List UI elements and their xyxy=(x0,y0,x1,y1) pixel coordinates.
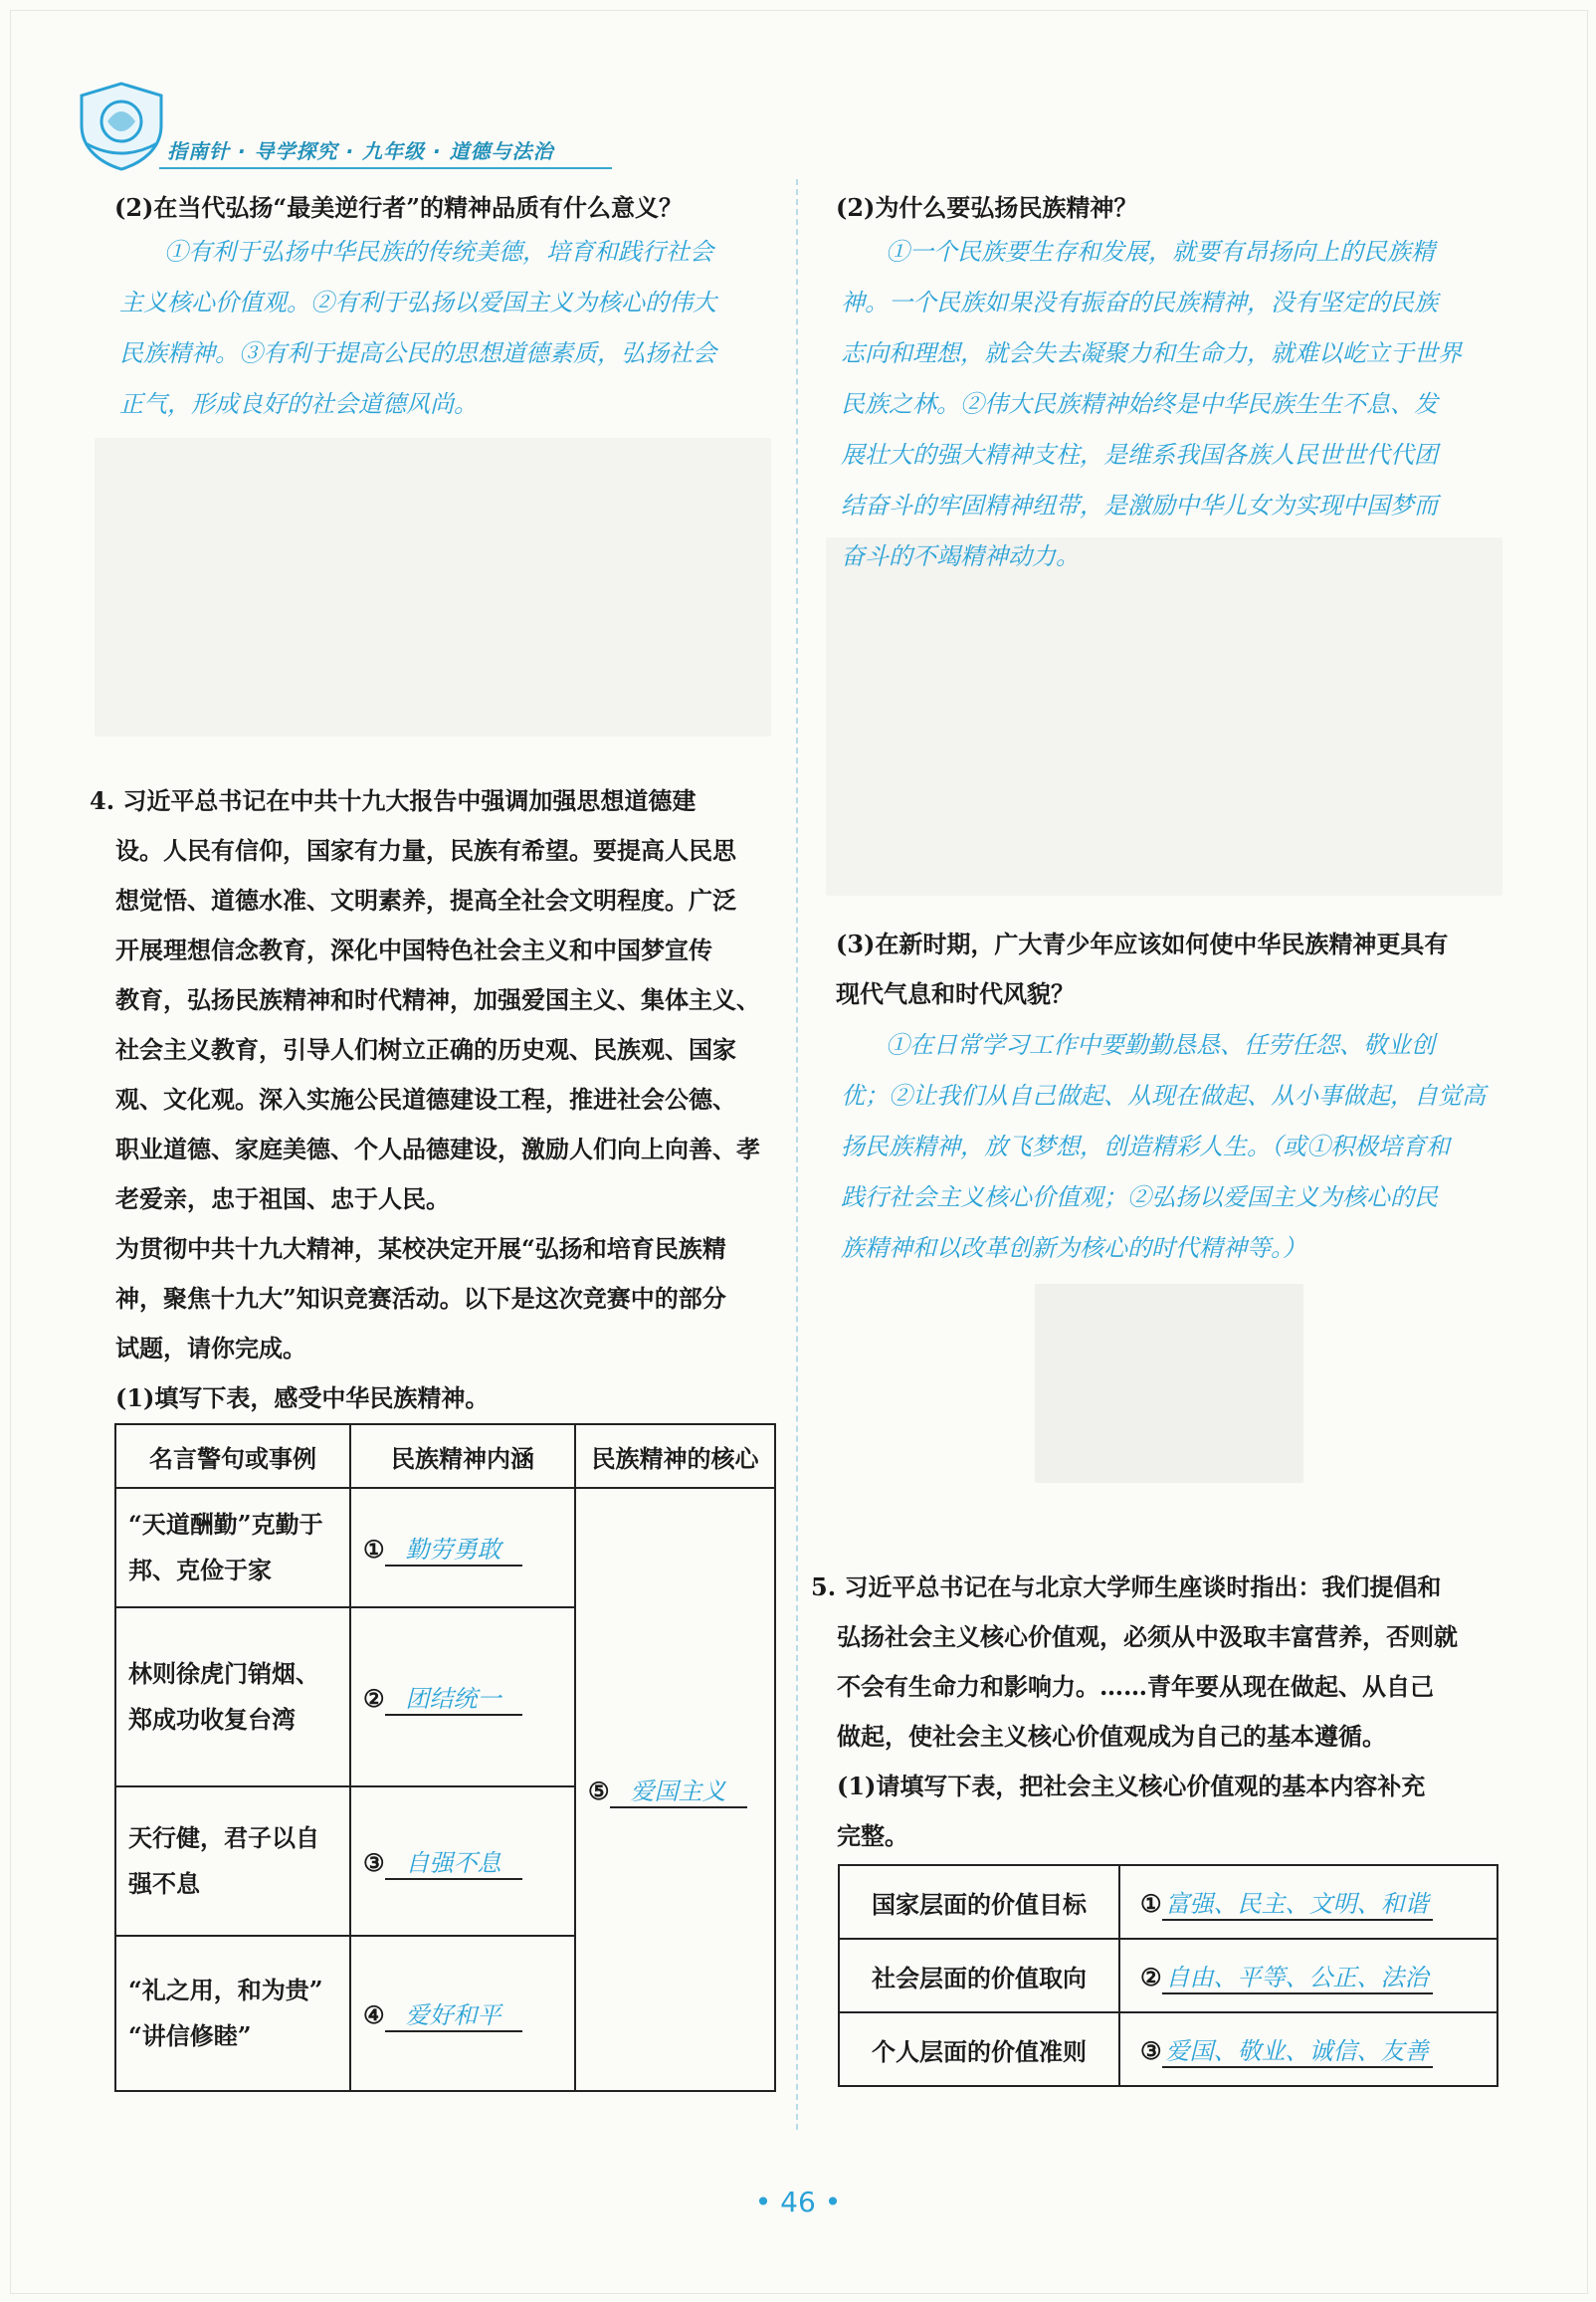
table-cell-answer: ④ 爱好和平 xyxy=(350,1936,575,2091)
q4-line: 为贯彻中共十九大精神，某校决定开展“弘扬和培育民族精 xyxy=(115,1234,726,1263)
header-title: 指南针 · 导学探究 · 九年级 · 道德与法治 xyxy=(167,139,554,163)
left-answer-2 xyxy=(119,227,776,430)
show-through-image xyxy=(1035,1284,1303,1483)
right-question-3: (3)在新时期，广大青少年应该如何使中华民族精神更具有 现代气息和时代风貌？ xyxy=(836,930,1449,1008)
right-question-2: (2)为什么要弘扬民族精神？ xyxy=(836,193,1138,222)
q5-line: 5. 习近平总书记在与北京大学师生座谈时指出：我们提倡和 xyxy=(811,1572,1442,1601)
column-divider xyxy=(796,179,798,2130)
q4-line: 教育，弘扬民族精神和时代精神，加强爱国主义、集体主义、 xyxy=(115,985,760,1014)
q4-line: 4. 习近平总书记在中共十九大报告中强调加强思想道德建 xyxy=(90,786,697,815)
answer-line: ①在日常学习工作中要勤勤恳恳、任劳任怨、敬业创 xyxy=(886,1031,1435,1059)
header-rule xyxy=(159,167,612,169)
table-header: 民族精神的核心 xyxy=(575,1424,775,1488)
answer-line: 结奋斗的牢固精神纽带，是激励中华儿女为实现中国梦而 xyxy=(841,492,1438,520)
table-header: 名言警句或事例 xyxy=(115,1424,350,1488)
answer-line: ①一个民族要生存和发展，就要有昂扬向上的民族精 xyxy=(886,238,1435,266)
q5-line: 不会有生命力和影响力。……青年要从现在做起、从自己 xyxy=(837,1672,1434,1701)
q4-line: 老爱亲，忠于祖国、忠于人民。 xyxy=(115,1184,450,1213)
table-cell-answer: ① 勤劳勇敢 xyxy=(350,1488,575,1607)
page-number: • 46 • xyxy=(754,2186,842,2218)
q4-line: 观、文化观。深入实施公民道德建设工程，推进社会公德、 xyxy=(115,1085,736,1114)
show-through-text xyxy=(826,537,1502,896)
question-4 xyxy=(90,776,786,1423)
left-question-2: (2)在当代弘扬“最美逆行者”的精神品质有什么意义？ xyxy=(114,193,684,222)
answer-blank: 勤劳勇敢 xyxy=(385,1530,522,1567)
answer-line: 民族精神。③有利于提高公民的思想道德素质，弘扬社会 xyxy=(119,339,716,367)
answer-line: 践行社会主义核心价值观；②弘扬以爱国主义为核心的民 xyxy=(841,1183,1438,1211)
table-cell-answer: ② 自由、平等、公正、法治 xyxy=(1119,1939,1497,2012)
answer-blank: 爱好和平 xyxy=(385,1995,522,2032)
table-cell-answer: ② 团结统一 xyxy=(350,1607,575,1786)
answer-blank: 爱国、敬业、诚信、友善 xyxy=(1162,2031,1433,2068)
table-cell-answer: ③ 自强不息 xyxy=(350,1786,575,1936)
table-cell-answer: ③ 爱国、敬业、诚信、友善 xyxy=(1119,2012,1497,2086)
table-header: 民族精神内涵 xyxy=(350,1424,575,1488)
answer-blank: 爱国主义 xyxy=(610,1772,747,1808)
shield-logo-icon xyxy=(72,80,171,171)
table-cell-answer: ① 富强、民主、文明、和谐 xyxy=(1119,1865,1497,1939)
table-cell-example: 林则徐虎门销烟、 郑成功收复台湾 xyxy=(115,1607,350,1786)
show-through-text xyxy=(95,438,771,736)
answer-line: 优；②让我们从自己做起、从现在做起、从小事做起，自觉高 xyxy=(841,1082,1486,1110)
q5-subquestion-1: (1)请填写下表，把社会主义核心价值观的基本内容补充 xyxy=(837,1772,1426,1800)
q4-line: 职业道德、家庭美德、个人品德建设，激励人们向上向善、孝 xyxy=(115,1135,760,1163)
table-cell-label: 国家层面的价值目标 xyxy=(839,1865,1119,1939)
answer-line: 主义核心价值观。②有利于弘扬以爱国主义为核心的伟大 xyxy=(119,289,716,316)
q4-line: 试题，请你完成。 xyxy=(115,1334,306,1362)
table-cell-example: 天行健，君子以自 强不息 xyxy=(115,1786,350,1936)
answer-line: 扬民族精神，放飞梦想，创造精彩人生。（或①积极培育和 xyxy=(841,1133,1450,1160)
question-5 xyxy=(811,1563,1507,1861)
answer-line: 族精神和以改革创新为核心的时代精神等。） xyxy=(841,1234,1306,1262)
table-cell-label: 社会层面的价值取向 xyxy=(839,1939,1119,2012)
answer-line: 正气，形成良好的社会道德风尚。 xyxy=(119,390,478,418)
answer-blank: 自由、平等、公正、法治 xyxy=(1162,1958,1433,1994)
right-answer-3 xyxy=(841,1020,1507,1274)
table-cell-example: “天道酬勤”克勤于 邦、克俭于家 xyxy=(115,1488,350,1607)
q5-subquestion-1-cont: 完整。 xyxy=(837,1821,908,1850)
answer-blank: 富强、民主、文明、和谐 xyxy=(1162,1884,1433,1921)
q4-line: 社会主义教育，引导人们树立正确的历史观、民族观、国家 xyxy=(115,1035,736,1064)
q4-subquestion-1: (1)填写下表，感受中华民族精神。 xyxy=(115,1383,490,1412)
core-values-table xyxy=(838,1864,1498,2087)
q5-line: 做起，使社会主义核心价值观成为自己的基本遵循。 xyxy=(837,1722,1386,1751)
q4-line: 开展理想信念教育，深化中国特色社会主义和中国梦宣传 xyxy=(115,936,712,964)
answer-line: ①有利于弘扬中华民族的传统美德，培育和践行社会 xyxy=(164,238,713,266)
q4-line: 想觉悟、道德水准、文明素养，提高全社会文明程度。广泛 xyxy=(115,886,736,915)
q5-line: 弘扬社会主义核心价值观，必须从中汲取丰富营养，否则就 xyxy=(837,1622,1458,1651)
answer-blank: 自强不息 xyxy=(385,1843,522,1880)
table-cell-core: ⑤ 爱国主义 xyxy=(575,1488,775,2091)
answer-line: 神。一个民族如果没有振奋的民族精神，没有坚定的民族 xyxy=(841,289,1438,316)
answer-line: 展壮大的强大精神支柱，是维系我国各族人民世世代代团 xyxy=(841,441,1438,469)
right-answer-2 xyxy=(841,227,1507,582)
q4-line: 设。人民有信仰，国家有力量，民族有希望。要提高人民思 xyxy=(115,836,736,865)
answer-line: 奋斗的不竭精神动力。 xyxy=(841,542,1080,570)
table-cell-example: “礼之用，和为贵” “讲信修睦” xyxy=(115,1936,350,2091)
answer-line: 志向和理想，就会失去凝聚力和生命力，就难以屹立于世界 xyxy=(841,339,1462,367)
national-spirit-table xyxy=(114,1423,776,2092)
table-cell-label: 个人层面的价值准则 xyxy=(839,2012,1119,2086)
answer-blank: 团结统一 xyxy=(385,1679,522,1716)
answer-line: 民族之林。②伟大民族精神始终是中华民族生生不息、发 xyxy=(841,390,1438,418)
q4-line: 神，聚焦十九大”知识竞赛活动。以下是这次竞赛中的部分 xyxy=(115,1284,726,1313)
